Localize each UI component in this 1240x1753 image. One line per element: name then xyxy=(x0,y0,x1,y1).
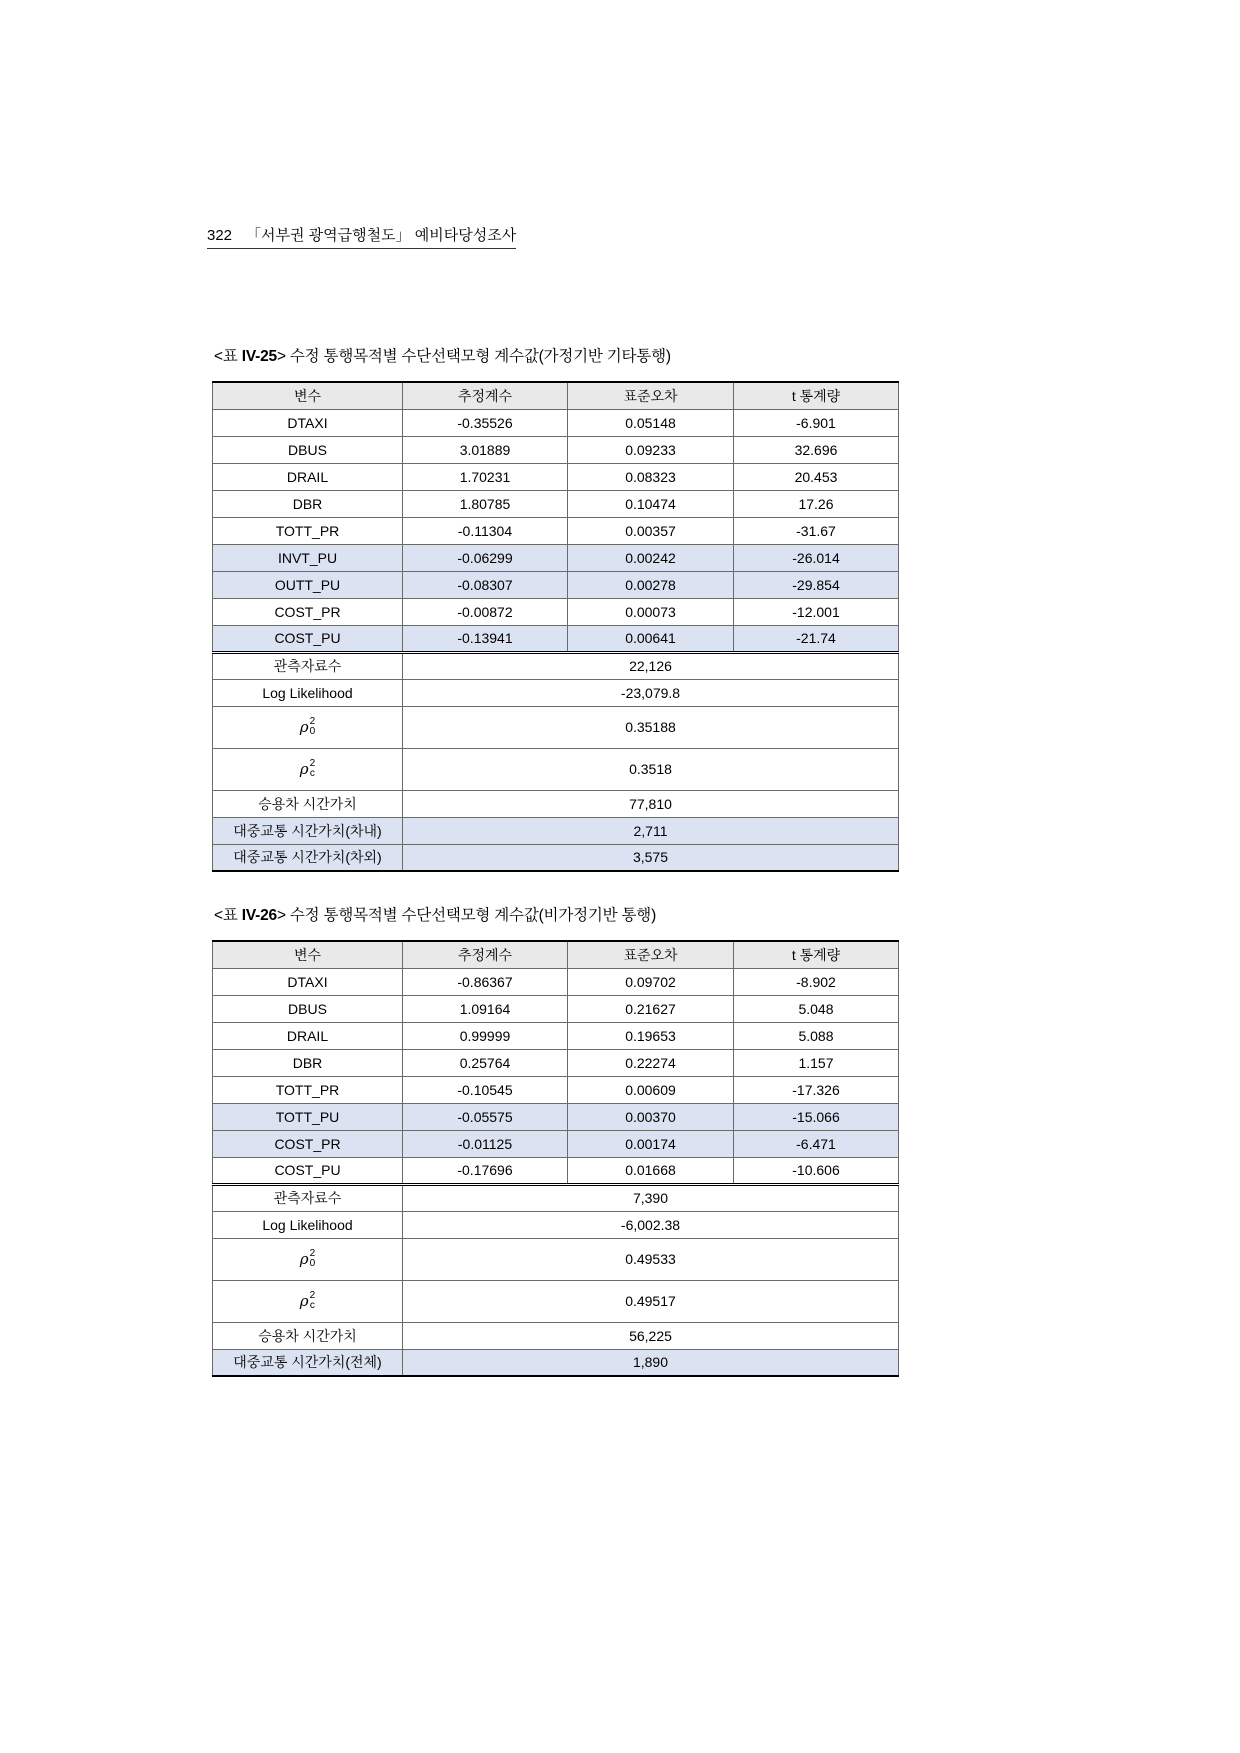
cell-variable: DBR xyxy=(213,490,403,517)
cell-std-error: 0.00370 xyxy=(568,1103,734,1130)
stat-label: 관측자료수 xyxy=(213,1184,403,1211)
table-row xyxy=(213,409,899,436)
cell-variable: COST_PU xyxy=(213,1157,403,1184)
cell-t-stat: -17.326 xyxy=(734,1076,899,1103)
stat-value: -23,079.8 xyxy=(403,679,899,706)
cell-coefficient: 1.70231 xyxy=(403,463,568,490)
cell-std-error: 0.00174 xyxy=(568,1130,734,1157)
table-row xyxy=(213,1049,899,1076)
cell-t-stat: 20.453 xyxy=(734,463,899,490)
stat-row xyxy=(213,1211,899,1238)
cell-coefficient: -0.86367 xyxy=(403,968,568,995)
cell-t-stat: -26.014 xyxy=(734,544,899,571)
cell-coefficient: 1.09164 xyxy=(403,995,568,1022)
cell-coefficient: -0.13941 xyxy=(403,625,568,652)
rho-squared-symbol: ρ 2 c xyxy=(299,757,316,779)
cell-t-stat: -6.471 xyxy=(734,1130,899,1157)
header-row xyxy=(213,382,899,409)
cell-coefficient: 0.25764 xyxy=(403,1049,568,1076)
cell-coefficient: 3.01889 xyxy=(403,436,568,463)
cell-variable: DTAXI xyxy=(213,968,403,995)
page-header xyxy=(207,224,516,249)
column-header: t 통계량 xyxy=(734,941,899,968)
cell-std-error: 0.21627 xyxy=(568,995,734,1022)
table-title xyxy=(214,903,898,925)
table-block-iv-25 xyxy=(212,344,898,872)
table-label-open: <표 xyxy=(214,348,242,365)
stat-row xyxy=(213,790,899,817)
table-row xyxy=(213,598,899,625)
stat-label: 승용차 시간가치 xyxy=(213,790,403,817)
stat-value: 7,390 xyxy=(403,1184,899,1211)
stat-row xyxy=(213,1322,899,1349)
column-header: 변수 xyxy=(213,941,403,968)
cell-t-stat: -31.67 xyxy=(734,517,899,544)
cell-coefficient: -0.35526 xyxy=(403,409,568,436)
stat-label xyxy=(213,748,403,790)
cell-variable: COST_PU xyxy=(213,625,403,652)
page-number: 322 xyxy=(207,227,233,244)
cell-std-error: 0.09233 xyxy=(568,436,734,463)
stat-row xyxy=(213,1184,899,1211)
stat-value: 0.49517 xyxy=(403,1280,899,1322)
cell-std-error: 0.05148 xyxy=(568,409,734,436)
stat-label: 대중교통 시간가치(차내) xyxy=(213,817,403,844)
cell-coefficient: -0.01125 xyxy=(403,1130,568,1157)
cell-coefficient: 1.80785 xyxy=(403,490,568,517)
cell-coefficient: -0.06299 xyxy=(403,544,568,571)
cell-t-stat: 5.088 xyxy=(734,1022,899,1049)
cell-variable: DBUS xyxy=(213,995,403,1022)
stat-row xyxy=(213,1280,899,1322)
stat-value: 0.35188 xyxy=(403,706,899,748)
table-row xyxy=(213,571,899,598)
stat-row xyxy=(213,817,899,844)
table-number: IV-26 xyxy=(241,907,277,924)
table-row xyxy=(213,544,899,571)
table-title xyxy=(214,344,898,366)
cell-variable: COST_PR xyxy=(213,1130,403,1157)
table-label-close: > xyxy=(276,348,286,365)
stat-label: Log Likelihood xyxy=(213,1211,403,1238)
table-block-iv-26 xyxy=(212,903,898,1377)
column-header: t 통계량 xyxy=(734,382,899,409)
cell-variable: TOTT_PU xyxy=(213,1103,403,1130)
cell-t-stat: 17.26 xyxy=(734,490,899,517)
table-row xyxy=(213,517,899,544)
cell-coefficient: -0.08307 xyxy=(403,571,568,598)
rho-squared-symbol: ρ 2 0 xyxy=(299,1247,316,1269)
stat-label: 관측자료수 xyxy=(213,652,403,679)
cell-variable: DRAIL xyxy=(213,463,403,490)
stat-label xyxy=(213,706,403,748)
column-header: 추정계수 xyxy=(403,941,568,968)
cell-t-stat: 32.696 xyxy=(734,436,899,463)
cell-coefficient: -0.05575 xyxy=(403,1103,568,1130)
cell-std-error: 0.08323 xyxy=(568,463,734,490)
stat-row xyxy=(213,652,899,679)
cell-std-error: 0.19653 xyxy=(568,1022,734,1049)
stat-row xyxy=(213,1238,899,1280)
rho-squared-symbol: ρ 2 0 xyxy=(299,715,316,737)
cell-variable: DTAXI xyxy=(213,409,403,436)
coefficients-table xyxy=(212,381,899,872)
stat-label xyxy=(213,1238,403,1280)
stat-value: 0.49533 xyxy=(403,1238,899,1280)
cell-variable: DBUS xyxy=(213,436,403,463)
header-row xyxy=(213,941,899,968)
cell-variable: TOTT_PR xyxy=(213,517,403,544)
stat-label: 대중교통 시간가치(차외) xyxy=(213,844,403,871)
page-content xyxy=(212,344,898,1377)
table-row xyxy=(213,1157,899,1184)
cell-coefficient: -0.17696 xyxy=(403,1157,568,1184)
stat-value: 22,126 xyxy=(403,652,899,679)
cell-t-stat: -15.066 xyxy=(734,1103,899,1130)
stat-value: 0.3518 xyxy=(403,748,899,790)
cell-std-error: 0.00357 xyxy=(568,517,734,544)
stat-row xyxy=(213,679,899,706)
cell-t-stat: 5.048 xyxy=(734,995,899,1022)
cell-std-error: 0.00073 xyxy=(568,598,734,625)
table-row xyxy=(213,968,899,995)
cell-std-error: 0.00609 xyxy=(568,1076,734,1103)
cell-coefficient: -0.00872 xyxy=(403,598,568,625)
coefficients-table xyxy=(212,940,899,1377)
stat-value: 1,890 xyxy=(403,1349,899,1376)
cell-variable: DRAIL xyxy=(213,1022,403,1049)
cell-t-stat: -10.606 xyxy=(734,1157,899,1184)
document-title: 「서부권 광역급행철도」 예비타당성조사 xyxy=(246,227,517,244)
cell-std-error: 0.09702 xyxy=(568,968,734,995)
table-row xyxy=(213,490,899,517)
stat-value: 56,225 xyxy=(403,1322,899,1349)
table-row xyxy=(213,1076,899,1103)
cell-t-stat: -8.902 xyxy=(734,968,899,995)
stat-row xyxy=(213,844,899,871)
table-label-close: > xyxy=(276,907,286,924)
cell-coefficient: 0.99999 xyxy=(403,1022,568,1049)
cell-variable: COST_PR xyxy=(213,598,403,625)
cell-std-error: 0.10474 xyxy=(568,490,734,517)
rho-squared-symbol: ρ 2 c xyxy=(299,1289,316,1311)
cell-t-stat: -12.001 xyxy=(734,598,899,625)
cell-coefficient: -0.10545 xyxy=(403,1076,568,1103)
table-row xyxy=(213,625,899,652)
cell-t-stat: -21.74 xyxy=(734,625,899,652)
stat-label: 대중교통 시간가치(전체) xyxy=(213,1349,403,1376)
stat-row xyxy=(213,706,899,748)
table-row xyxy=(213,1130,899,1157)
table-row xyxy=(213,436,899,463)
table-title-text: 수정 통행목적별 수단선택모형 계수값(가정기반 기타통행) xyxy=(289,348,671,365)
table-row xyxy=(213,463,899,490)
column-header: 표준오차 xyxy=(568,382,734,409)
cell-std-error: 0.00278 xyxy=(568,571,734,598)
column-header: 변수 xyxy=(213,382,403,409)
stat-value: -6,002.38 xyxy=(403,1211,899,1238)
cell-t-stat: -6.901 xyxy=(734,409,899,436)
cell-std-error: 0.22274 xyxy=(568,1049,734,1076)
table-row xyxy=(213,995,899,1022)
stat-label: 승용차 시간가치 xyxy=(213,1322,403,1349)
cell-std-error: 0.00242 xyxy=(568,544,734,571)
stat-value: 3,575 xyxy=(403,844,899,871)
cell-variable: DBR xyxy=(213,1049,403,1076)
stat-row xyxy=(213,1349,899,1376)
cell-t-stat: -29.854 xyxy=(734,571,899,598)
table-row xyxy=(213,1022,899,1049)
table-number: IV-25 xyxy=(241,348,277,365)
stat-value: 2,711 xyxy=(403,817,899,844)
cell-coefficient: -0.11304 xyxy=(403,517,568,544)
stat-label xyxy=(213,1280,403,1322)
cell-std-error: 0.01668 xyxy=(568,1157,734,1184)
stat-label: Log Likelihood xyxy=(213,679,403,706)
table-title-text: 수정 통행목적별 수단선택모형 계수값(비가정기반 통행) xyxy=(289,907,657,924)
cell-variable: INVT_PU xyxy=(213,544,403,571)
cell-std-error: 0.00641 xyxy=(568,625,734,652)
cell-variable: OUTT_PU xyxy=(213,571,403,598)
cell-t-stat: 1.157 xyxy=(734,1049,899,1076)
stat-row xyxy=(213,748,899,790)
table-label-open: <표 xyxy=(214,907,242,924)
cell-variable: TOTT_PR xyxy=(213,1076,403,1103)
column-header: 표준오차 xyxy=(568,941,734,968)
stat-value: 77,810 xyxy=(403,790,899,817)
column-header: 추정계수 xyxy=(403,382,568,409)
table-row xyxy=(213,1103,899,1130)
